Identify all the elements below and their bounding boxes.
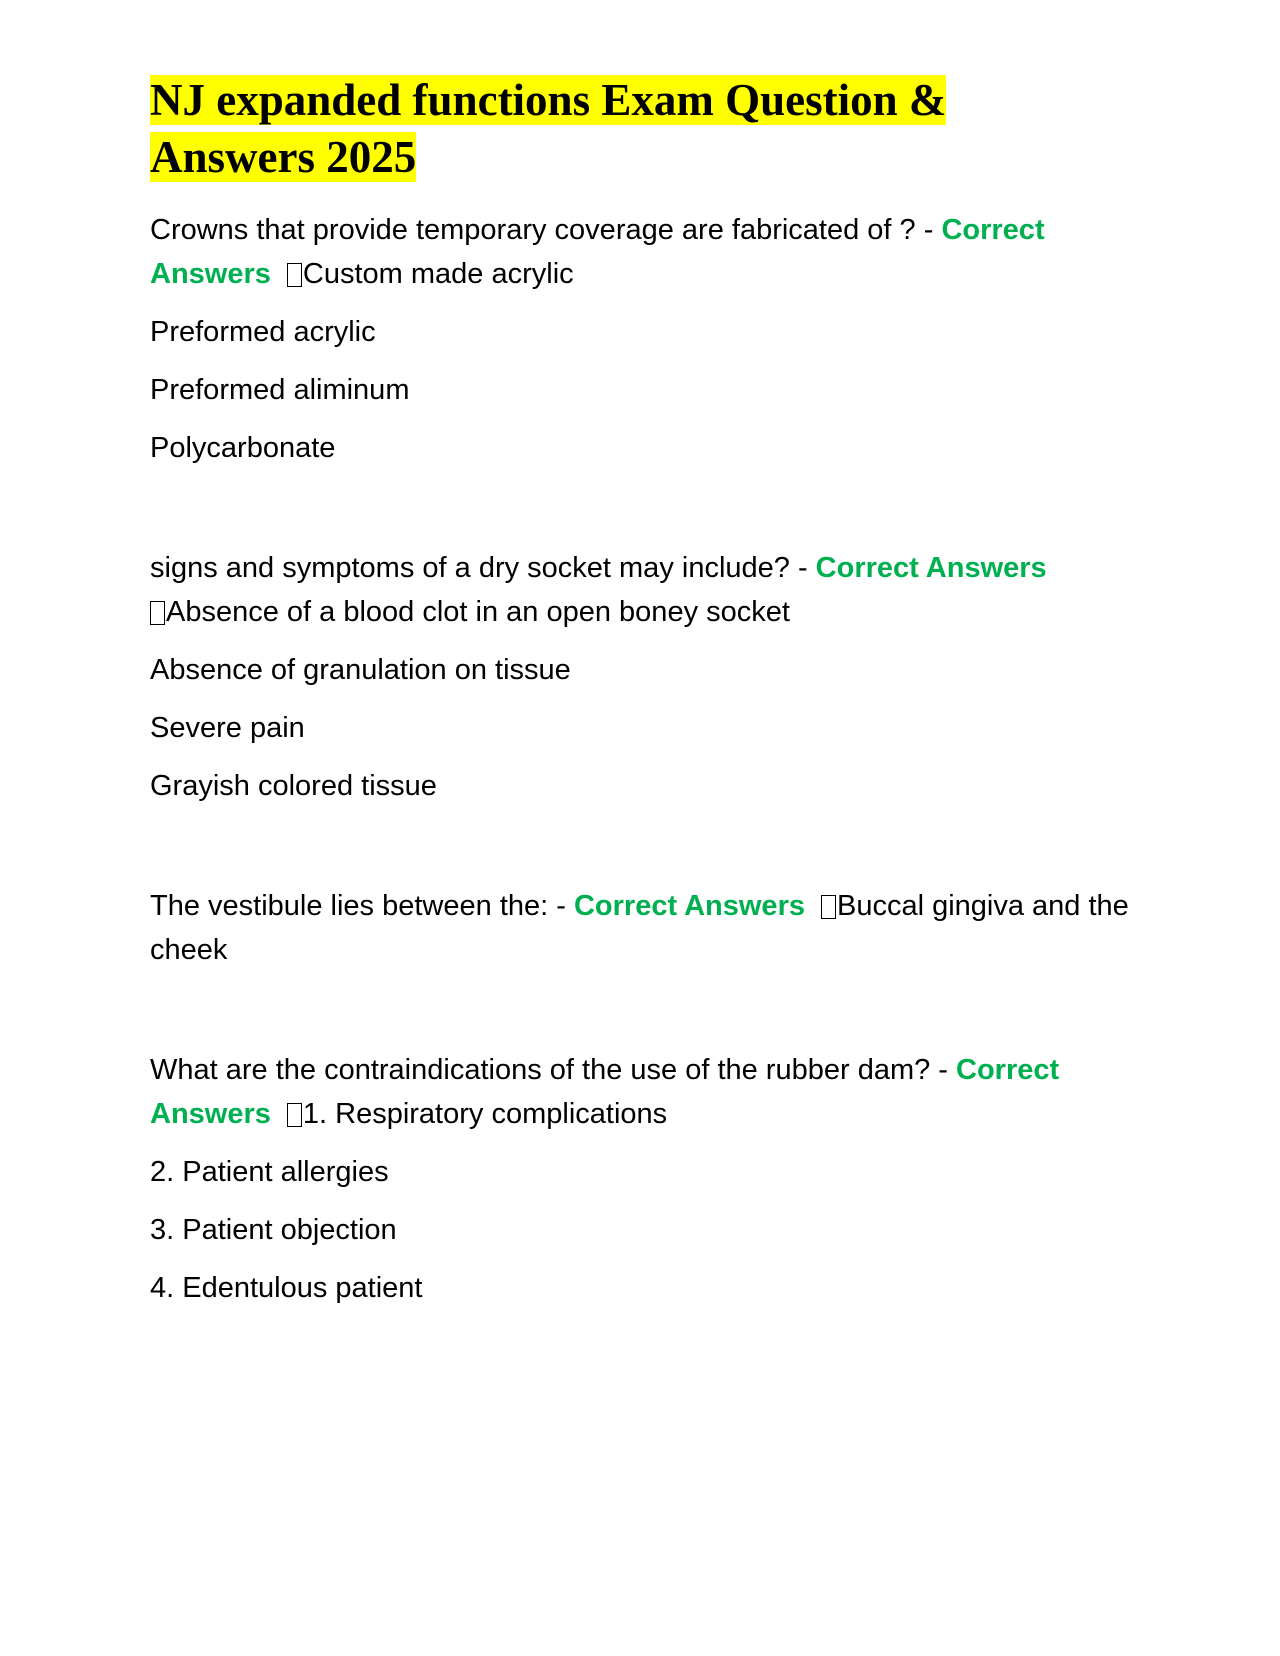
answer-text: Absence of a blood clot in an open boney socket [166, 596, 790, 628]
checkbox-glyph-icon [287, 1103, 302, 1127]
answer-option: 3. Patient objection [150, 1214, 397, 1246]
answer-option: Preformed aliminum [150, 374, 410, 406]
answer-text: Buccal gingiva and the cheek [150, 890, 1129, 966]
answer-text: Custom made acrylic [302, 258, 574, 290]
question-prompt: signs and symptoms of a dry socket may include? - [150, 552, 816, 584]
answer-option: Severe pain [150, 712, 305, 744]
question-block-4 [150, 1048, 1140, 1310]
question-text [150, 884, 1140, 972]
question-prompt: What are the contraindications of the use of the rubber dam? - [150, 1054, 957, 1086]
question-block-3 [150, 884, 1140, 972]
answer-option: Absence of granulation on tissue [150, 654, 571, 686]
document-page [150, 72, 1140, 1310]
question-prompt: The vestibule lies between the: - [150, 890, 574, 922]
question-block-2 [150, 546, 1140, 808]
title-line-2: Answers 2025 [150, 132, 417, 182]
checkbox-glyph-icon [150, 601, 165, 625]
correct-answers-label: Correct Answers [573, 890, 805, 922]
spacer [150, 972, 1140, 1048]
answer-text: 1. Respiratory complications [302, 1098, 668, 1130]
answer-option: Grayish colored tissue [150, 770, 437, 802]
page-title [150, 72, 1140, 186]
answer-option: 4. Edentulous patient [150, 1272, 423, 1304]
correct-answers-label: Correct Answers [150, 214, 1045, 290]
question-prompt: Crowns that provide temporary coverage are fabricated of ? - [150, 214, 942, 246]
question-block-1 [150, 208, 1140, 470]
checkbox-glyph-icon [287, 263, 302, 287]
answer-option: Preformed acrylic [150, 316, 376, 348]
question-text [150, 1048, 1140, 1136]
checkbox-glyph-icon [821, 895, 836, 919]
answer-option: Polycarbonate [150, 432, 336, 464]
title-line-1: NJ expanded functions Exam Question & [150, 75, 947, 125]
correct-answers-label: Correct Answers [150, 1054, 1060, 1130]
question-text [150, 208, 1140, 296]
spacer [150, 470, 1140, 546]
spacer [150, 808, 1140, 884]
correct-answers-label: Correct Answers [815, 552, 1047, 584]
answer-option: 2. Patient allergies [150, 1156, 389, 1188]
question-text [150, 546, 1140, 634]
